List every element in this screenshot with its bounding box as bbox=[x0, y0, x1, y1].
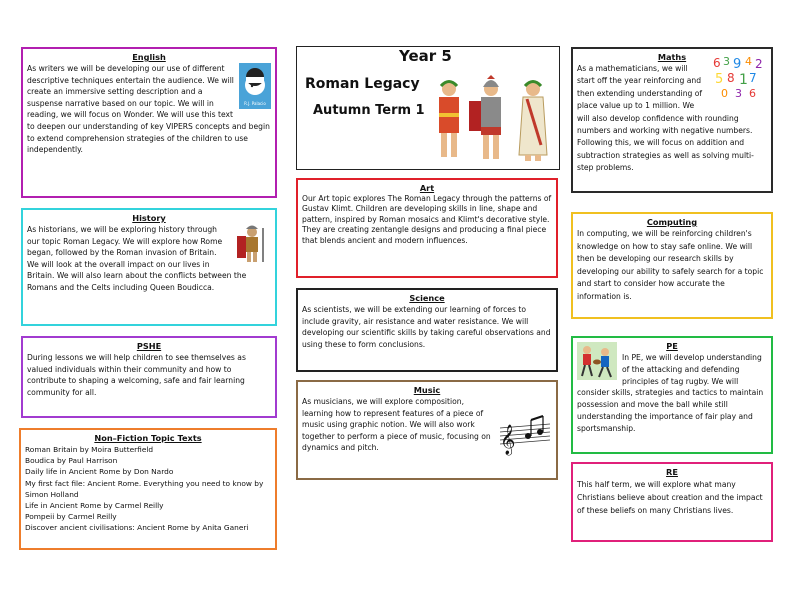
svg-text:5: 5 bbox=[715, 72, 724, 87]
pshe-title: PSHE bbox=[136, 341, 162, 351]
maths-text: As a mathematicians, we will start off the year reinforcing and then extending understanding of place value up to 1 million. We will also develop confidence with rounding numbers and working with negative numbers. Following this, we will focus on addition and subtraction strategies as well as solving multi-step problems. bbox=[577, 64, 754, 173]
svg-text:2: 2 bbox=[755, 57, 763, 71]
svg-text:4: 4 bbox=[745, 55, 752, 68]
computing-panel bbox=[571, 212, 773, 319]
history-text: As historians, we will be exploring history through our topic Roman Legacy. We will explore how Rome began, followed by the Roman invasion of Britain. We will look at the overall impact on our lives in Britain. We will also learn about the conflicts between the Romans and the Celts including Queen Boudicca. bbox=[27, 225, 247, 292]
nonfiction-item: Daily life in Ancient Rome by Don Nardo bbox=[25, 467, 174, 477]
maths-panel bbox=[571, 47, 773, 193]
nonfiction-title: Non–Fiction Topic Texts bbox=[94, 433, 202, 443]
english-panel bbox=[21, 47, 277, 198]
nonfiction-item: Roman Britain by Moira Butterfield bbox=[25, 445, 154, 454]
history-title: History bbox=[132, 213, 166, 223]
maths-title: Maths bbox=[657, 52, 687, 62]
music-title: Music bbox=[413, 385, 441, 395]
svg-text:9: 9 bbox=[733, 57, 742, 72]
svg-text:6: 6 bbox=[749, 87, 756, 99]
music-text: As musicians, we will explore composition, learning how to represent features of a piece of music using graphic notion. We will also work together to perform a piece of music, focusing on dynamics and pitch. bbox=[302, 397, 491, 453]
nonfiction-item: Boudica by Paul Harrison bbox=[25, 456, 118, 466]
nonfiction-item: Discover ancient civilisations: Ancient Rome by Anita Ganeri bbox=[25, 523, 249, 533]
roman-soldier-image bbox=[233, 224, 271, 264]
rugby-players-image bbox=[577, 342, 617, 380]
term-title: Autumn Term 1 bbox=[313, 103, 425, 118]
science-title: Science bbox=[409, 293, 445, 303]
re-text: This half term, we will explore what many Christians believe about creation and the impact of these beliefs on many Christians lives. bbox=[577, 480, 763, 515]
topic-title: Roman Legacy bbox=[305, 76, 420, 92]
svg-text:1: 1 bbox=[739, 72, 748, 88]
art-title: Art bbox=[419, 183, 435, 193]
science-text: As scientists, we will be extending our learning of forces to include gravity, air resistance and water resistance. We will developing our scientific skills by taking careful observations and using these to form conclusions. bbox=[302, 305, 551, 349]
roman-figures-image bbox=[429, 75, 557, 165]
art-text: Our Art topic explores The Roman Legacy through the patterns of Gustav Klimt. Children are developing skills in line, shape and pattern, inspired by Roman mosaics and Klimt's decorative style. They are creating zentangle designs and producing a final piece that blends ancient and modern influences. bbox=[302, 194, 552, 245]
music-notes-icon bbox=[498, 410, 552, 458]
wonder-book-cover-image bbox=[239, 63, 271, 109]
nonfiction-item: Pompeii by Carmel Reilly bbox=[25, 512, 117, 522]
history-panel bbox=[21, 208, 277, 326]
re-panel bbox=[571, 462, 773, 542]
music-panel bbox=[296, 380, 558, 480]
computing-title: Computing bbox=[646, 217, 698, 227]
pe-panel bbox=[571, 336, 773, 454]
nonfiction-panel bbox=[19, 428, 277, 550]
english-text: As writers we will be developing our use of different descriptive techniques entertain the audience. We will create an immersive setting description and a suspense narrative based on our topic. We will in reading, we will focus on Wonder. We will use this text to deepen our understanding of key VIPERS concepts and begin to extend comprehension strategies of the children to use independently. bbox=[27, 64, 270, 155]
art-panel bbox=[296, 178, 558, 278]
svg-text:6: 6 bbox=[713, 56, 721, 70]
computing-text: In computing, we will be reinforcing children's knowledge on how to stay safe online. We will then be developing our research skills by developing our ability to safely search for a topic and start to consider how accurate the information is. bbox=[577, 229, 764, 301]
svg-text:8: 8 bbox=[727, 71, 735, 85]
svg-text:3: 3 bbox=[723, 55, 730, 68]
numbers-icon bbox=[711, 53, 767, 99]
svg-text:R.J. Palacio: R.J. Palacio bbox=[244, 101, 266, 106]
pshe-panel bbox=[21, 336, 277, 418]
english-title: English bbox=[132, 52, 166, 62]
nonfiction-item: My first fact file: Ancient Rome. Everything you need to know by Simon Holland bbox=[25, 478, 264, 499]
pe-title: PE bbox=[666, 341, 678, 351]
header-panel bbox=[296, 46, 560, 170]
svg-text:𝄞: 𝄞 bbox=[500, 425, 516, 455]
year-title: Year 5 bbox=[399, 47, 452, 65]
re-title: RE bbox=[666, 467, 678, 477]
pe-text: In PE, we will develop understanding of the attacking and defending principles of tag rugby. We will consider skills, strategies and tactics to maintain possession and move the ball while still understanding the importance of fair play and sportsmanship. bbox=[577, 353, 764, 433]
nonfiction-item: Life in Ancient Rome by Carmel Reilly bbox=[25, 501, 164, 511]
science-panel bbox=[296, 288, 558, 372]
svg-text:3: 3 bbox=[735, 87, 742, 99]
svg-text:0: 0 bbox=[721, 87, 728, 99]
pshe-text: During lessons we will help children to see themselves as valued individuals within their community and how to contribute to shaping a welcoming, safe and fair learning community for all. bbox=[27, 353, 246, 397]
svg-text:7: 7 bbox=[749, 71, 757, 85]
